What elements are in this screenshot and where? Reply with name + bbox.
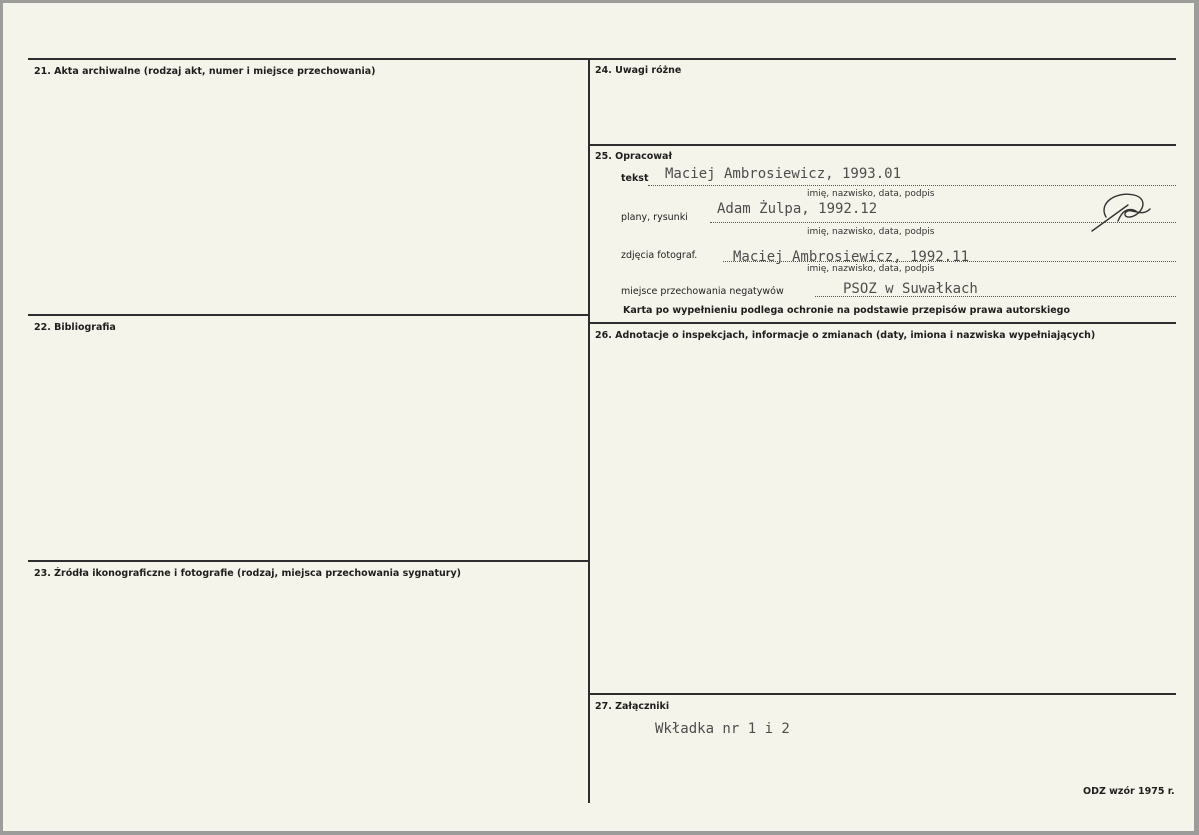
plany-sub-label: imię, nazwisko, data, podpis [807, 227, 935, 237]
attachments-value: Wkładka nr 1 i 2 [655, 721, 790, 737]
zdjecia-dotted-line [723, 261, 1176, 262]
rule-25 [590, 144, 1176, 146]
signature [1088, 181, 1158, 236]
rule-27 [590, 693, 1176, 695]
center-divider [588, 58, 590, 803]
copyright-note: Karta po wypełnieniu podlega ochronie na podstawie przepisów prawa autorskiego [623, 305, 1070, 316]
form-id: ODZ wzór 1975 r. [1083, 786, 1175, 797]
section-22-label: 22. Bibliografia [34, 322, 116, 333]
section-25-label: 25. Opracował [595, 151, 672, 162]
tekst-sub-label: imię, nazwisko, data, podpis [807, 189, 935, 199]
plany-label: plany, rysunki [621, 212, 688, 223]
rule-23 [28, 560, 588, 562]
tekst-value: Maciej Ambrosiewicz, 1993.01 [665, 166, 902, 182]
zdjecia-label: zdjęcia fotograf. [621, 250, 698, 261]
top-rule [28, 58, 1176, 60]
negatywy-label: miejsce przechowania negatywów [621, 286, 784, 297]
plany-value: Adam Żulpa, 1992.12 [717, 201, 878, 217]
section-23-label: 23. Źródła ikonograficzne i fotografie (rodzaj, miejsca przechowania sygnatury) [34, 568, 461, 579]
zdjecia-value: Maciej Ambrosiewicz, 1992.11 [733, 249, 970, 265]
section-21-label: 21. Akta archiwalne (rodzaj akt, numer i miejsce przechowania) [34, 66, 376, 77]
negatywy-dotted-line [815, 296, 1176, 297]
section-24-label: 24. Uwagi różne [595, 65, 682, 76]
rule-26 [590, 322, 1176, 324]
section-27-label: 27. Załączniki [595, 701, 670, 712]
tekst-label: tekst [621, 173, 649, 184]
negatywy-value: PSOZ w Suwałkach [843, 281, 978, 297]
zdjecia-sub-label: imię, nazwisko, data, podpis [807, 264, 935, 274]
rule-22 [28, 314, 588, 316]
section-26-label: 26. Adnotacje o inspekcjach, informacje o zmianach (daty, imiona i nazwiska wypełniających) [595, 330, 1096, 341]
record-card [3, 3, 1194, 831]
